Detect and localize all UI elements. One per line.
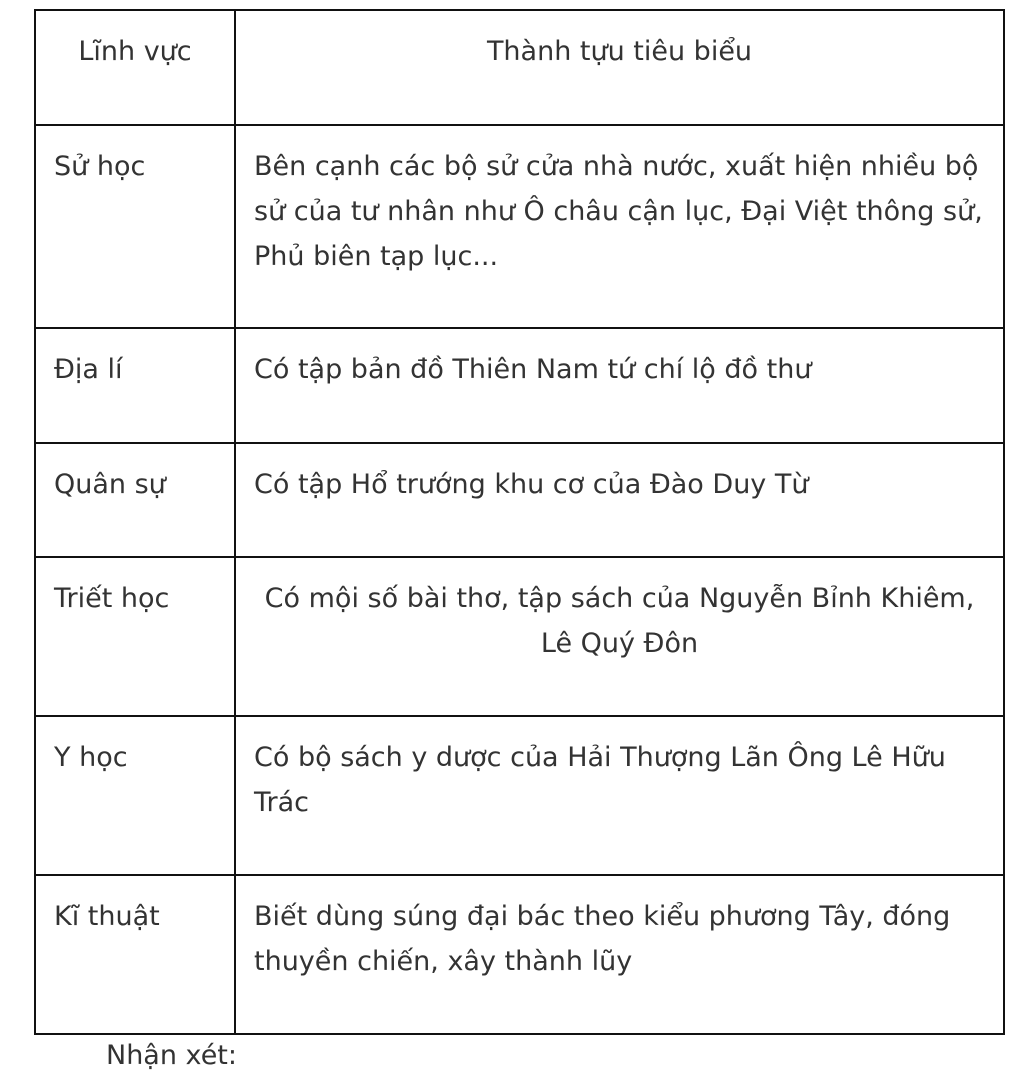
row-field: Sử học bbox=[35, 125, 235, 328]
table-row bbox=[35, 716, 1004, 875]
table-header-row bbox=[35, 10, 1004, 125]
row-field: Quân sự bbox=[35, 443, 235, 557]
table-row bbox=[35, 125, 1004, 328]
table-row bbox=[35, 557, 1004, 716]
table-row bbox=[35, 443, 1004, 557]
row-achievement: Có tập bản đồ Thiên Nam tứ chí lộ đồ thư bbox=[235, 328, 1004, 443]
row-field: Triết học bbox=[35, 557, 235, 716]
row-achievement: Có tập Hổ trướng khu cơ của Đào Duy Từ bbox=[235, 443, 1004, 557]
achievements-table bbox=[34, 9, 1005, 1035]
header-achievement: Thành tựu tiêu biểu bbox=[235, 10, 1004, 125]
row-field: Địa lí bbox=[35, 328, 235, 443]
table-row bbox=[35, 328, 1004, 443]
row-achievement: Có bộ sách y dược của Hải Thượng Lãn Ông Lê Hữu Trác bbox=[235, 716, 1004, 875]
row-achievement: Có mội số bài thơ, tập sách của Nguyễn Bỉnh Khiêm, Lê Quý Đôn bbox=[235, 557, 1004, 716]
note-label: Nhận xét: bbox=[106, 1040, 237, 1071]
row-achievement: Biết dùng súng đại bác theo kiểu phương Tây, đóng thuyền chiến, xây thành lũy bbox=[235, 875, 1004, 1034]
row-field: Kĩ thuật bbox=[35, 875, 235, 1034]
row-achievement: Bên cạnh các bộ sử cửa nhà nước, xuất hiện nhiều bộ sử của tư nhân như Ô châu cận lục, Đại Việt thông sử, Phủ biên tạp lục... bbox=[235, 125, 1004, 328]
header-field: Lĩnh vực bbox=[35, 10, 235, 125]
row-field: Y học bbox=[35, 716, 235, 875]
table-row bbox=[35, 875, 1004, 1034]
